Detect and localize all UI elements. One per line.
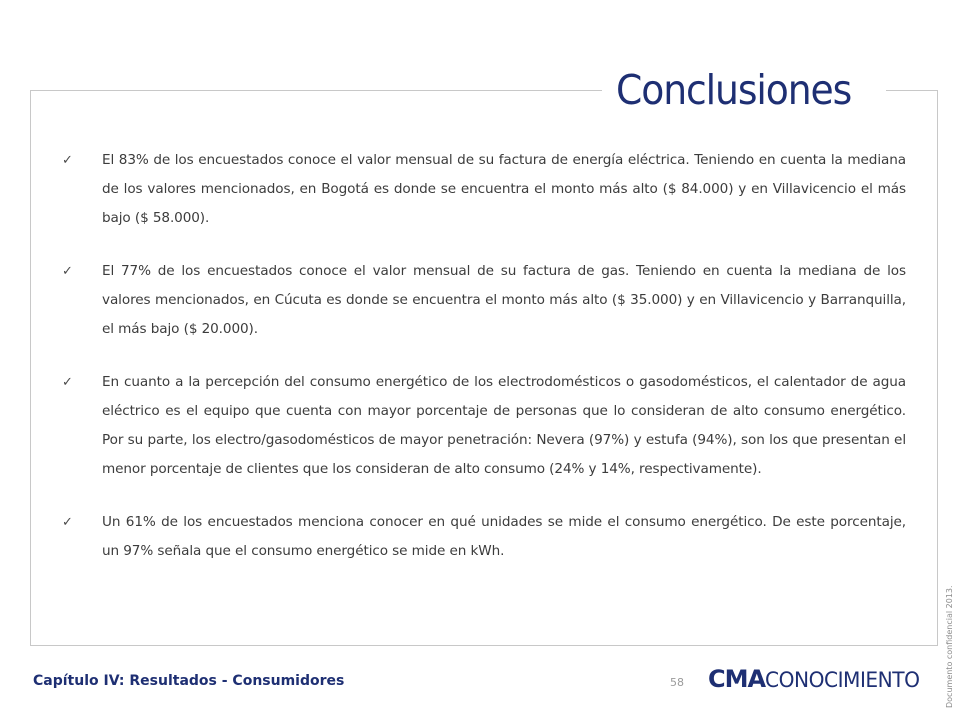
- title-wrap: [602, 64, 886, 116]
- bullet-text: El 83% de los encuestados conoce el valor mensual de su factura de energía eléctrica. Teniendo en cuenta la mediana de los valores mencionados, en Bogotá es donde se encuentra el monto más alto ($ 84.000) y en Villavicencio el más bajo ($ 58.000).: [102, 152, 906, 226]
- bullet-text: Un 61% de los encuestados menciona conocer en qué unidades se mide el consumo energético. De este porcentaje, un 97% señala que el consumo energético se mide en kWh.: [102, 514, 906, 559]
- check-icon: ✓: [62, 264, 73, 279]
- check-icon: ✓: [62, 153, 73, 168]
- logo-rest-text: CONOCIMIENTO: [765, 668, 920, 692]
- confidential-note: Documento confidencial 2013.: [945, 585, 954, 708]
- logo-strong-text: CMA: [708, 665, 766, 693]
- check-icon: ✓: [62, 515, 73, 530]
- list-item: [62, 508, 906, 566]
- bullet-text: El 77% de los encuestados conoce el valor mensual de su factura de gas. Teniendo en cuenta la mediana de los valores mencionados, en Cúcuta es donde se encuentra el monto más alto ($ 35.000) y en Villavicencio y Barranquilla, el más bajo ($ 20.000).: [102, 263, 906, 337]
- list-item: [62, 146, 906, 233]
- page-title: Conclusiones: [616, 66, 852, 114]
- conclusion-list: [62, 146, 906, 590]
- company-logo: [708, 665, 926, 693]
- bullet-text: En cuanto a la percepción del consumo energético de los electrodomésticos o gasodomésticos, el calentador de agua eléctrico es el equipo que cuenta con mayor porcentaje de personas que lo consideran de alto consumo energético. Por su parte, los electro/gasodomésticos de mayor penetración: Nevera (97%) y estufa (94%), son los que presentan el menor porcentaje de clientes que los consideran de alto consumo (24% y 14%, respectivamente).: [102, 374, 906, 477]
- list-item: [62, 368, 906, 484]
- list-item: [62, 257, 906, 344]
- page-number: 58: [670, 676, 684, 689]
- check-icon: ✓: [62, 375, 73, 390]
- chapter-label: Capítulo IV: Resultados - Consumidores: [33, 673, 345, 689]
